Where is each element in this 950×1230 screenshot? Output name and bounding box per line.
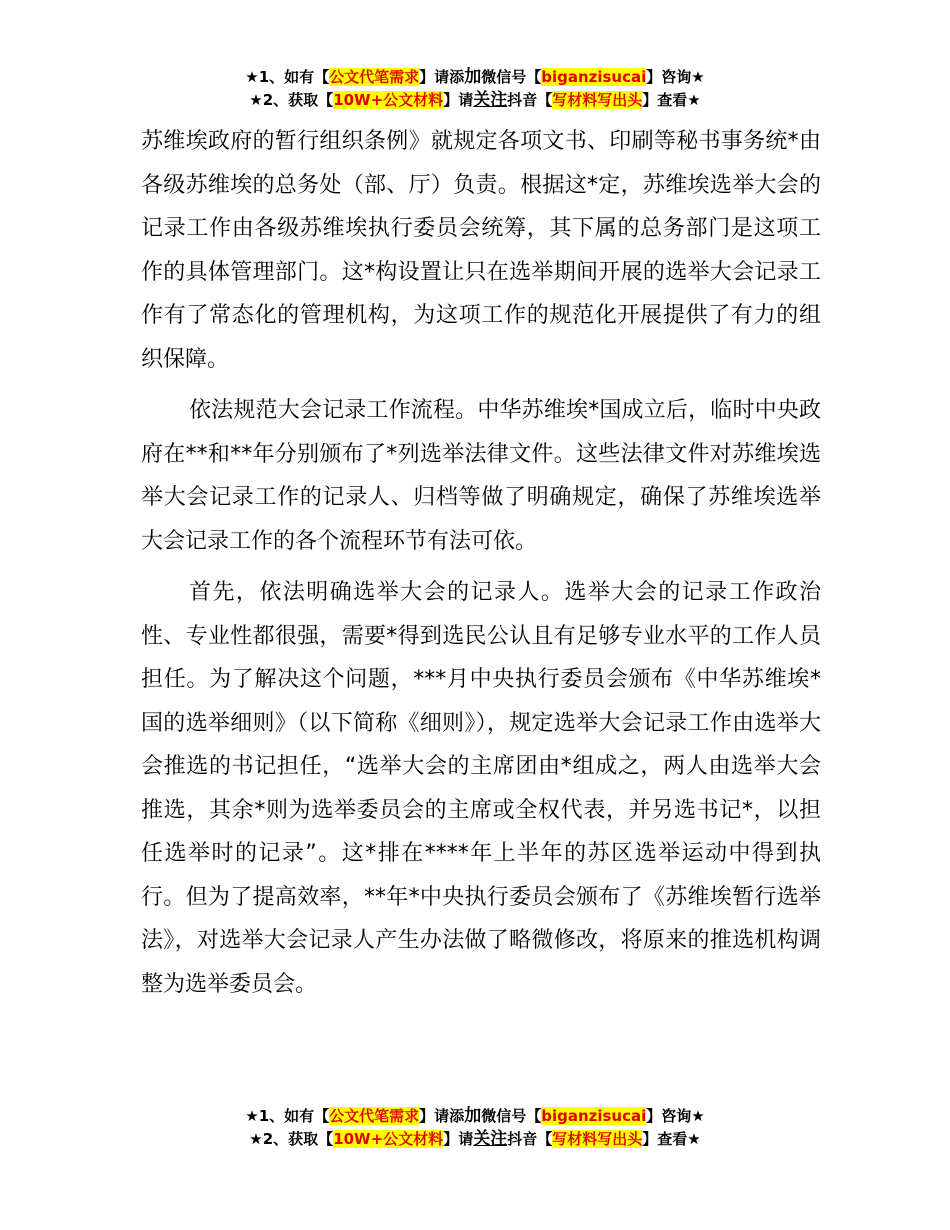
header-highlight-materials: 10W+公文材料 [333, 91, 444, 109]
header-line-1-emphasis: 加 [464, 67, 482, 87]
footer-line-2-text-2: 抖音【 [507, 1130, 553, 1148]
paragraph-3: 首先，依法明确选举大会的记录人。选举大会的记录工作政治性、专业性都很强，需要*得到选民公认且有足够专业水平的工作人员担任。为了解决这个问题，***月中央执行委员会颁布《中华苏维埃*国的选举细则》（以下简称《细则》），规定选举大会记录工作由选举大会推选的书记担任，“选举大会的主席团由*组成之，两人由选举大会推选，其余*则为选举委员会的主席或全权代表，并另选书记*，以担任选举时的记录”。这*排在****年上半年的苏区选举运动中得到执行。但为了提高效率，**年*中央执行委员会颁布了《苏维埃暂行选举法》，对选举大会记录人产生办法做了略微修改，将原来的推选机构调整为选举委员会。 [141, 580, 821, 997]
footer-highlight-douyin: 写材料写出头 [552, 1130, 643, 1148]
footer-line-2-prefix: ★2、获取【 [249, 1130, 334, 1148]
header-line-1 [0, 66, 950, 89]
header-line-2-follow: 关注 [473, 90, 508, 110]
footer-highlight-service: 公文代笔需求 [329, 1107, 420, 1125]
footer-line-1-suffix: 】咨询★ [646, 1107, 705, 1125]
header-highlight-douyin: 写材料写出头 [552, 91, 643, 109]
footer-line-1 [0, 1105, 950, 1128]
footer-highlight-wechat-id: biganzisucai [541, 1107, 647, 1125]
header-line-1-prefix: ★1、如有【 [245, 68, 330, 86]
footer-line-1-text-2: 微信号【 [481, 1107, 542, 1125]
header-banner [0, 66, 950, 112]
footer-line-2-suffix: 】查看★ [642, 1130, 701, 1148]
header-line-1-text-2: 微信号【 [481, 68, 542, 86]
footer-line-1-text: 】请添 [419, 1107, 465, 1125]
header-line-2-suffix: 】查看★ [642, 91, 701, 109]
footer-line-2-text: 】请 [443, 1130, 474, 1148]
header-line-2 [0, 89, 950, 112]
footer-line-1-emphasis: 加 [464, 1106, 482, 1126]
document-body [141, 120, 821, 1014]
footer-line-1-prefix: ★1、如有【 [245, 1107, 330, 1125]
header-line-1-suffix: 】咨询★ [646, 68, 705, 86]
header-line-2-prefix: ★2、获取【 [249, 91, 334, 109]
paragraph-2: 依法规范大会记录工作流程。中华苏维埃*国成立后，临时中央政府在**和**年分别颁布了*列选举法律文件。这些法律文件对苏维埃选举大会记录工作的记录人、归档等做了明确规定，确保了苏维埃选举大会记录工作的各个流程环节有法可依。 [141, 398, 821, 554]
footer-highlight-materials: 10W+公文材料 [333, 1130, 444, 1148]
header-line-2-text: 】请 [443, 91, 474, 109]
header-highlight-service: 公文代笔需求 [329, 68, 420, 86]
footer-banner [0, 1105, 950, 1151]
footer-line-2 [0, 1128, 950, 1151]
paragraph-1: 苏维埃政府的暂行组织条例》就规定各项文书、印刷等秘书事务统*由各级苏维埃的总务处（部、厅）负责。根据这*定，苏维埃选举大会的记录工作由各级苏维埃执行委员会统筹，其下属的总务部门是这项工作的具体管理部门。这*构设置让只在选举期间开展的选举大会记录工作有了常态化的管理机构，为这项工作的规范化开展提供了有力的组织保障。 [141, 129, 821, 372]
header-line-1-text: 】请添 [419, 68, 465, 86]
header-highlight-wechat-id: biganzisucai [541, 68, 647, 86]
header-line-2-text-2: 抖音【 [507, 91, 553, 109]
footer-line-2-follow: 关注 [473, 1129, 508, 1149]
